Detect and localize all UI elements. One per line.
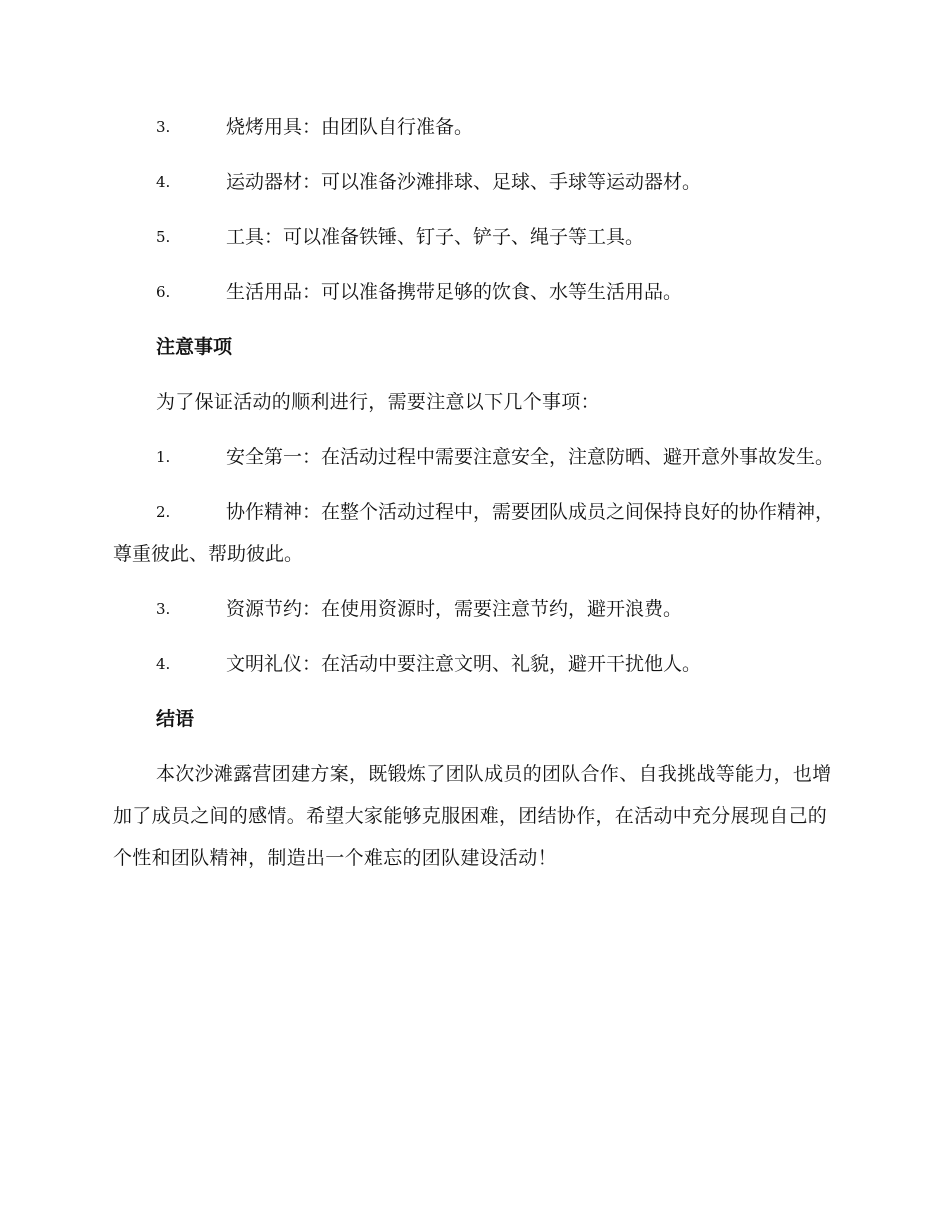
list-text: 运动器材：可以准备沙滩排球、足球、手球等运动器材。 — [226, 171, 702, 193]
list-number: 2. — [156, 503, 171, 521]
list-number: 4. — [156, 655, 171, 673]
list-item — [113, 588, 835, 630]
list-text: 资源节约：在使用资源时，需要注意节约，避开浪费。 — [226, 598, 683, 620]
list-number: 3. — [156, 118, 171, 136]
list-item — [113, 216, 835, 258]
list-text: 协作精神：在整个活动过程中，需要团队成员之间保持良好的协作精神，尊重彼此、帮助彼此。 — [113, 501, 835, 565]
list-item — [113, 436, 835, 478]
list-item — [113, 271, 835, 313]
list-number: 3. — [156, 600, 171, 618]
list-number: 1. — [156, 448, 171, 466]
list-item — [113, 106, 835, 148]
list-number: 5. — [156, 228, 171, 246]
list-number: 6. — [156, 283, 171, 301]
list-text: 安全第一：在活动过程中需要注意安全，注意防晒、避开意外事故发生。 — [226, 446, 835, 468]
list-item — [113, 161, 835, 203]
list-text: 生活用品：可以准备携带足够的饮食、水等生活用品。 — [226, 281, 683, 303]
list-item — [113, 491, 835, 575]
list-item — [113, 643, 835, 685]
list-text: 工具：可以准备铁锤、钉子、铲子、绳子等工具。 — [226, 226, 645, 248]
notes-intro: 为了保证活动的顺利进行，需要注意以下几个事项： — [156, 391, 600, 413]
conclusion-paragraph: 本次沙滩露营团建方案，既锻炼了团队成员的团队合作、自我挑战等能力，也增加了成员之间的感情。希望大家能够克服困难，团结协作，在活动中充分展现自己的个性和团队精神，制造出一个难忘的团队建设活动！ — [113, 763, 832, 869]
list-number: 4. — [156, 173, 171, 191]
section-heading-conclusion: 结语 — [156, 708, 195, 730]
list-text: 文明礼仪：在活动中要注意文明、礼貌，避开干扰他人。 — [226, 653, 702, 675]
document-content — [113, 106, 835, 892]
section-heading-notes: 注意事项 — [156, 336, 233, 358]
list-text: 烧烤用具：由团队自行准备。 — [226, 116, 474, 138]
